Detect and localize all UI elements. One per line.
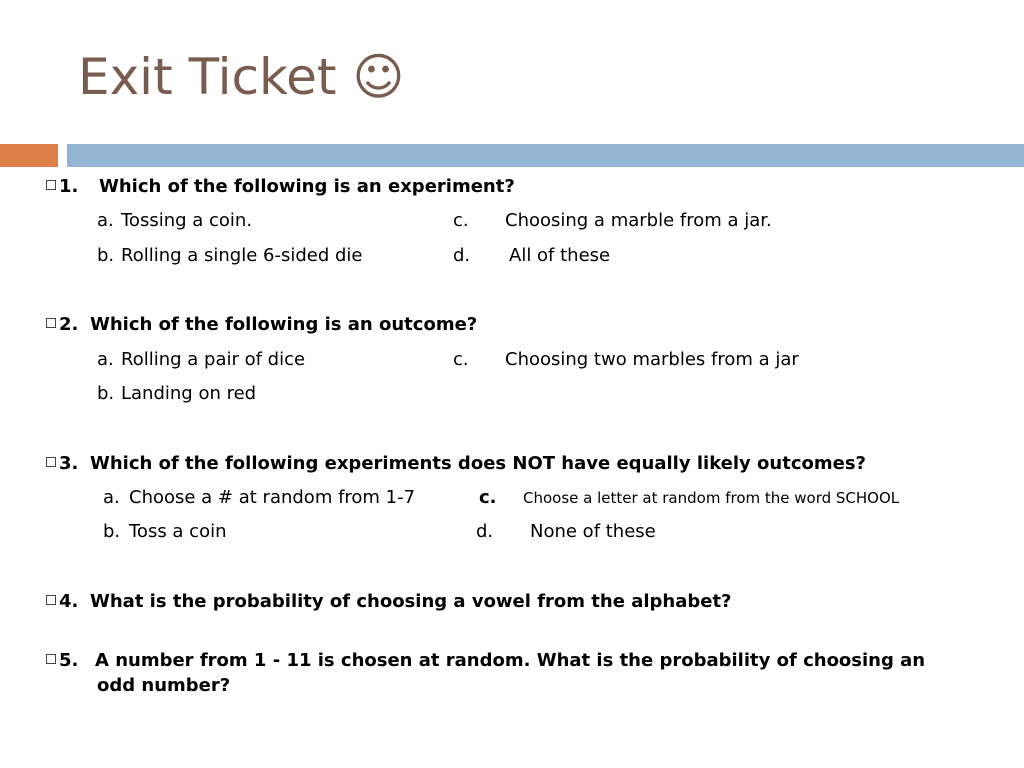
option-letter: b. (103, 521, 121, 542)
question-3 (46, 453, 866, 475)
bullet-square-icon (46, 654, 56, 664)
option-text: Tossing a coin. (121, 210, 253, 231)
question-5-continued: odd number? (97, 675, 231, 696)
question-number: 2. (59, 314, 79, 335)
option-text: Choosing a marble from a jar. (505, 210, 772, 231)
question-text: Which of the following experiments does NOT have equally likely outcomes? (90, 453, 866, 474)
question-text: Which of the following is an experiment? (99, 176, 515, 197)
option-text: Landing on red (121, 383, 257, 404)
option-letter: b. (97, 245, 115, 266)
option-2b (97, 383, 256, 405)
question-1 (46, 176, 515, 198)
question-text: What is the probability of choosing a vowel from the alphabet? (90, 591, 732, 612)
option-text: Choose a letter at random from the word SCHOOL (523, 489, 900, 507)
bullet-square-icon (46, 318, 56, 328)
question-number: 5. (59, 650, 79, 671)
option-letter: b. (97, 383, 115, 404)
option-letter: c. (453, 349, 469, 370)
option-text: None of these (530, 521, 656, 542)
question-text: A number from 1 - 11 is chosen at random. What is the probability of choosing an (95, 650, 926, 671)
option-text: Rolling a single 6-sided die (121, 245, 363, 266)
option-letter: a. (97, 210, 114, 231)
option-letter: c. (479, 487, 497, 508)
page-title (78, 48, 405, 106)
option-letter: d. (453, 245, 471, 266)
option-1c (453, 210, 772, 232)
question-5 (46, 650, 925, 672)
title-text: Exit Ticket (78, 48, 337, 106)
option-text: Toss a coin (129, 521, 227, 542)
option-1a (97, 210, 252, 232)
header-bar (67, 144, 1024, 167)
option-letter: d. (476, 521, 494, 542)
accent-bar (0, 144, 58, 167)
option-1b (97, 245, 363, 267)
question-number: 1. (59, 176, 79, 197)
question-number: 4. (59, 591, 79, 612)
bullet-square-icon (46, 180, 56, 190)
option-letter: a. (103, 487, 120, 508)
option-1d (453, 245, 610, 267)
option-2a (97, 349, 305, 371)
option-text: All of these (509, 245, 611, 266)
option-text: Rolling a pair of dice (121, 349, 306, 370)
smiley-icon: ☺ (352, 48, 405, 106)
option-letter: a. (97, 349, 114, 370)
question-text: Which of the following is an outcome? (90, 314, 478, 335)
option-3d (476, 521, 656, 543)
option-3a (103, 487, 415, 509)
option-text: Choose a # at random from 1-7 (129, 487, 416, 508)
option-3b (103, 521, 227, 543)
question-number: 3. (59, 453, 79, 474)
option-text: Choosing two marbles from a jar (505, 349, 799, 370)
bullet-square-icon (46, 595, 56, 605)
option-2c (453, 349, 799, 371)
option-3c (479, 487, 899, 509)
question-2 (46, 314, 477, 336)
question-4 (46, 591, 732, 613)
option-letter: c. (453, 210, 469, 231)
bullet-square-icon (46, 457, 56, 467)
